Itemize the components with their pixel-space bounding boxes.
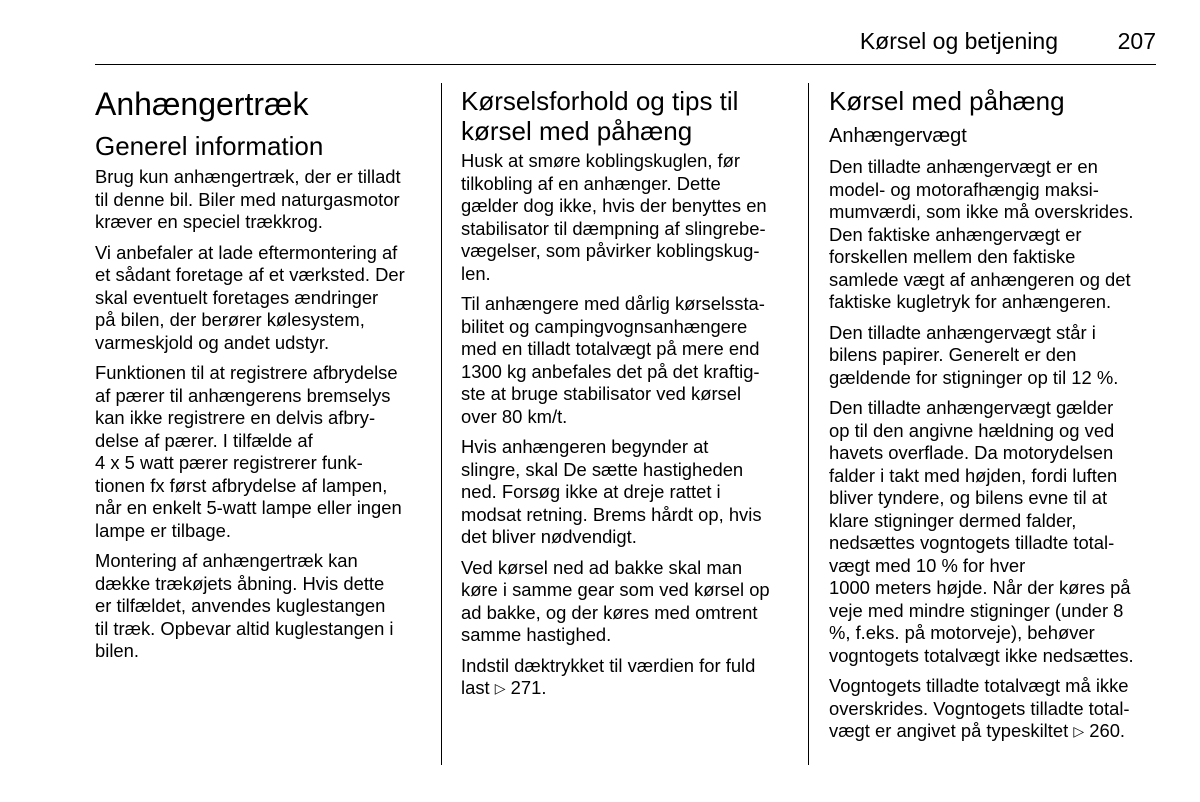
text-line: samlede vægt af anhængeren og det [829,268,1131,290]
text-fragment: vægt er angivet på typeskiltet [829,720,1069,741]
paragraph [829,675,1159,743]
text-line: faktiske kugletryk for anhængeren. [829,291,1112,312]
text-line: falder i takt med højden, fordi luften [829,464,1118,486]
paragraph [461,557,795,647]
heading-line: Kørselsforhold og tips til [461,86,739,116]
text-line: et sådant foretage af et værksted. Der [95,264,405,285]
text-line [461,677,795,700]
text-line: gælder dog ikke, hvis der benyttes en [461,195,767,216]
page-reference[interactable]: 271. [510,677,547,698]
text-line: Indstil dæktrykket til værdien for fuld [461,654,756,676]
text-line: Vogntogets tilladte totalvægt må ikke [829,675,1129,696]
text-line: Husk at smøre koblingskuglen, før [461,150,741,171]
text-line: Den tilladte anhængervægt gælder [829,397,1114,418]
text-line: Den tilladte anhængervægt er en [829,156,1098,177]
text-line: len. [461,262,491,284]
text-line: klare stigninger dermed falder, [829,509,1077,531]
text-line: Hvis anhængeren begynder at [461,436,709,457]
page-header [0,0,1200,70]
paragraph [829,397,1159,667]
text-line: af pærer til anhængerens bremselys [95,384,391,406]
text-line: Den tilladte anhængervægt står i [829,321,1096,343]
header-rule [95,64,1156,65]
text-line: ad bakke, og der køres med omtrent [461,601,758,623]
page-number: 207 [1117,28,1156,54]
text-line: gældende for stigninger op til 12 %. [829,366,1119,388]
heading-line: Kørsel med påhæng [829,86,1065,116]
text-line: Den faktiske anhængervægt er [829,223,1082,245]
text-line: er tilfældet, anvendes kuglestangen [95,595,386,616]
section-heading-driving-tips [461,86,795,146]
text-line: model- og motorafhængig maksi- [829,178,1099,200]
text-line: dække trækøjets åbning. Hvis dette [95,572,385,594]
text-line: 1300 kg anbefales det på det kraftig- [461,360,760,382]
text-line: forskellen mellem den faktiske [829,246,1076,267]
text-line: Vi anbefaler at lade eftermontering af [95,241,398,263]
text-line: delse af pærer. I tilfælde af [95,429,313,451]
text-line: med en tilladt totalvægt på mere end [461,338,760,359]
text-line: nedsættes vogntogets tilladte total- [829,532,1115,553]
text-line: vogntogets totalvægt ikke nedsættes. [829,644,1134,666]
text-line: til denne bil. Biler med naturgasmotor [95,188,400,210]
text-line: Montering af anhængertræk kan [95,550,358,571]
text-line: lampe er tilbage. [95,519,231,541]
paragraph [829,156,1159,314]
text-line: Brug kun anhængertræk, der er tilladt [95,166,401,187]
text-line: varmeskjold og andet udstyr. [95,331,330,353]
text-line: på bilen, der berører kølesystem, [95,309,365,330]
paragraph [95,166,425,234]
paragraph [829,322,1159,390]
text-line: vægelser, som påvirker koblingskug- [461,240,760,261]
text-line: kræver en speciel trækkrog. [95,211,323,232]
paragraph [95,550,425,663]
text-line: veje med mindre stigninger (under 8 [829,599,1124,621]
text-line: stabilisator til dæmpning af slingrebe- [461,217,766,239]
page-reference[interactable]: 260. [1089,720,1126,741]
text-line: havets overflade. Da motorydelsen [829,442,1114,463]
text-line: vægt med 10 % for hver [829,554,1026,576]
text-line: over 80 km/t. [461,405,568,427]
text-line: skal eventuelt foretages ændringer [95,286,379,308]
text-line: bilitet og campingvognsanhængere [461,315,748,337]
text-line: køre i samme gear som ved kørsel op [461,579,770,600]
heading-line: kørsel med påhæng [461,116,693,146]
paragraph [461,436,795,549]
text-line: tionen fx først afbrydelse af lampen, [95,474,388,496]
text-line: 1000 meters højde. Når der køres på [829,577,1131,598]
text-line: når en enkelt 5-watt lampe eller ingen [95,497,402,518]
paragraph [95,242,425,355]
page-reference-arrow-icon: ▷ [1073,723,1085,739]
text-line: modsat retning. Brems hårdt op, hvis [461,503,762,525]
text-line: %, f.eks. på motorveje), behøver [829,622,1095,643]
column-1 [95,80,425,671]
column-divider-1 [441,83,442,765]
text-line: kan ikke registrere en delvis afbry- [95,407,376,428]
text-line: tilkobling af en anhænger. Dette [461,172,721,194]
running-section-title: Kørsel og betjening [859,28,1058,54]
text-line: Til anhængere med dårlig kørselssta- [461,293,765,314]
text-fragment: last [461,677,490,698]
paragraph [95,362,425,542]
chapter-title: Anhængertræk [95,86,309,122]
text-line: bliver tyndere, og bilens evne til at [829,487,1108,508]
text-line [829,720,1159,743]
column-2 [461,80,795,708]
text-line: ste at bruge stabilisator ved kørsel [461,383,742,404]
text-line: slingre, skal De sætte hastigheden [461,458,744,480]
text-line: Ved kørsel ned ad bakke skal man [461,556,743,578]
text-line: overskrides. Vogntogets tilladte total- [829,697,1130,719]
text-line: bilens papirer. Generelt er den [829,344,1077,365]
text-line: ned. Forsøg ikke at dreje rattet i [461,481,721,502]
text-line: 4 x 5 watt pærer registrerer funk- [95,452,363,473]
text-line: samme hastighed. [461,624,612,645]
text-line: Funktionen til at registrere afbrydelse [95,362,398,383]
column-3 [829,80,1159,751]
subsection-heading-trailer-weight: Anhængervægt [829,125,967,147]
page-reference-arrow-icon: ▷ [494,680,506,696]
column-divider-2 [808,83,809,765]
paragraph [461,655,795,700]
paragraph [461,150,795,285]
paragraph [461,293,795,428]
text-line: til træk. Opbevar altid kuglestangen i [95,617,394,639]
text-line: op til den angivne hældning og ved [829,419,1115,441]
text-line: det bliver nødvendigt. [461,526,637,547]
section-heading-trailer-driving [829,86,1159,116]
text-line: mumværdi, som ikke må overskrides. [829,201,1134,222]
section-heading-general-info: Generel information [95,131,324,161]
text-line: bilen. [95,640,139,661]
